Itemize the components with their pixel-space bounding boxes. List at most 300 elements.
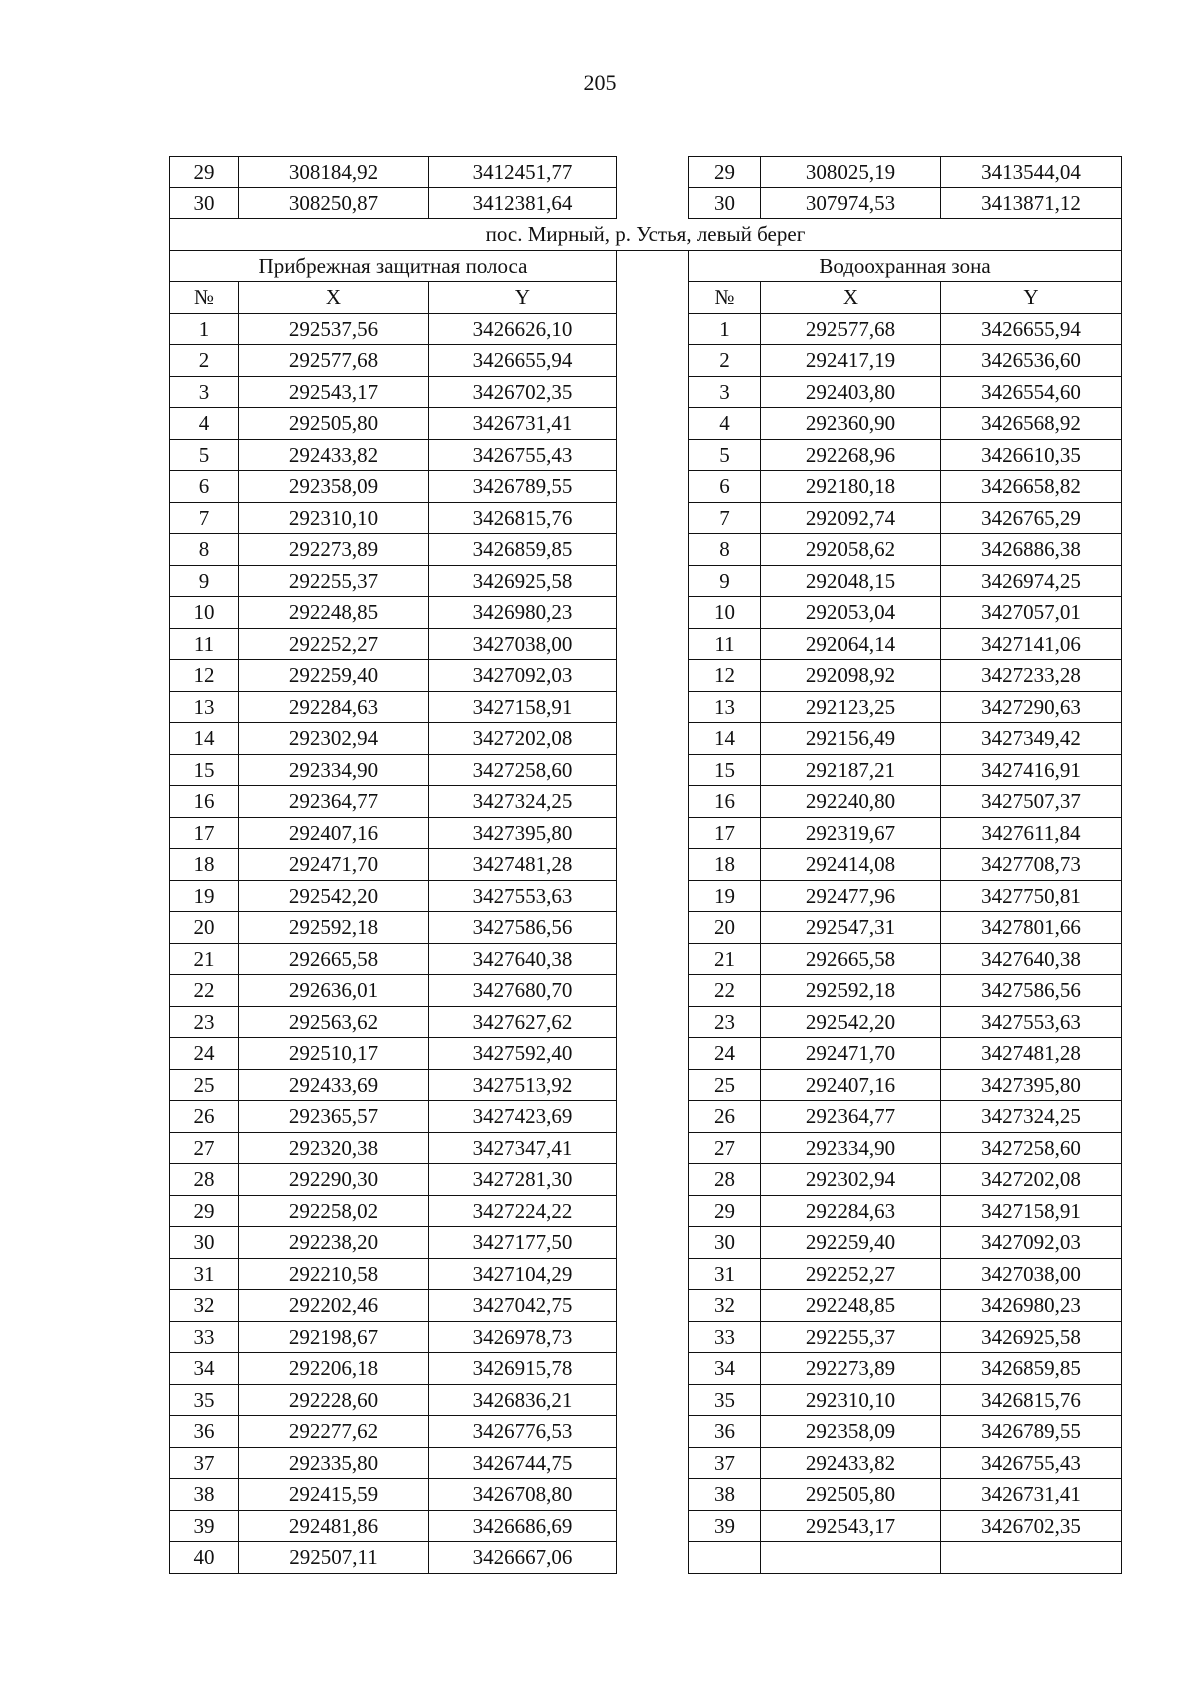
y-coordinate-cell: 3427092,03 — [429, 660, 617, 692]
point-number-cell: 9 — [169, 566, 239, 598]
point-number-cell: 12 — [169, 660, 239, 692]
section-title: пос. Мирный, р. Устья, левый берег — [169, 219, 1122, 251]
point-number-cell — [688, 1542, 761, 1574]
point-number-cell: 10 — [169, 597, 239, 629]
x-coordinate-cell: 292417,19 — [761, 345, 941, 377]
point-number-cell: 27 — [169, 1133, 239, 1165]
y-coordinate-cell: 3427177,50 — [429, 1227, 617, 1259]
x-coordinate-cell: 292365,57 — [239, 1101, 429, 1133]
point-number-cell: 15 — [688, 755, 761, 787]
table-row — [169, 1448, 1122, 1480]
y-coordinate-cell: 3426626,10 — [429, 314, 617, 346]
x-coordinate-cell: 292228,60 — [239, 1385, 429, 1417]
x-coordinate-cell: 292319,67 — [761, 818, 941, 850]
x-coordinate-cell: 292364,77 — [761, 1101, 941, 1133]
x-coordinate-cell: 292543,17 — [239, 377, 429, 409]
point-number-cell: 31 — [688, 1259, 761, 1291]
point-number-cell: 25 — [169, 1070, 239, 1102]
table-row — [169, 1353, 1122, 1385]
table-row — [169, 408, 1122, 440]
x-coordinate-cell: 292358,09 — [761, 1416, 941, 1448]
x-coordinate-cell: 292471,70 — [239, 849, 429, 881]
y-coordinate-cell: 3427281,30 — [429, 1164, 617, 1196]
point-number-cell: 26 — [169, 1101, 239, 1133]
point-number-cell: 37 — [688, 1448, 761, 1480]
column-header: Y — [429, 282, 617, 314]
point-number-cell: 28 — [688, 1164, 761, 1196]
point-number-cell: 19 — [169, 881, 239, 913]
y-coordinate-cell: 3426554,60 — [941, 377, 1122, 409]
table-row — [169, 755, 1122, 787]
x-coordinate-cell: 308250,87 — [239, 188, 429, 220]
y-coordinate-cell: 3426836,21 — [429, 1385, 617, 1417]
x-coordinate-cell — [761, 1542, 941, 1574]
x-coordinate-cell: 292259,40 — [761, 1227, 941, 1259]
table-row — [169, 597, 1122, 629]
y-coordinate-cell: 3426776,53 — [429, 1416, 617, 1448]
column-header: № — [169, 282, 239, 314]
y-coordinate-cell: 3426859,85 — [429, 534, 617, 566]
x-coordinate-cell: 292537,56 — [239, 314, 429, 346]
column-header: X — [239, 282, 429, 314]
table-row — [169, 282, 1122, 314]
x-coordinate-cell: 307974,53 — [761, 188, 941, 220]
point-number-cell: 16 — [169, 786, 239, 818]
y-coordinate-cell: 3427507,37 — [941, 786, 1122, 818]
y-coordinate-cell: 3426744,75 — [429, 1448, 617, 1480]
x-coordinate-cell: 292414,08 — [761, 849, 941, 881]
y-coordinate-cell: 3427104,29 — [429, 1259, 617, 1291]
point-number-cell: 14 — [688, 723, 761, 755]
table-row — [169, 818, 1122, 850]
x-coordinate-cell: 308184,92 — [239, 156, 429, 188]
point-number-cell: 8 — [688, 534, 761, 566]
table-row — [169, 1196, 1122, 1228]
x-coordinate-cell: 292403,80 — [761, 377, 941, 409]
table-row — [169, 1511, 1122, 1543]
table-row — [169, 471, 1122, 503]
y-coordinate-cell: 3427395,80 — [429, 818, 617, 850]
y-coordinate-cell: 3426702,35 — [429, 377, 617, 409]
y-coordinate-cell: 3413871,12 — [941, 188, 1122, 220]
x-coordinate-cell: 292240,80 — [761, 786, 941, 818]
x-coordinate-cell: 292577,68 — [239, 345, 429, 377]
x-coordinate-cell: 292258,02 — [239, 1196, 429, 1228]
point-number-cell: 3 — [169, 377, 239, 409]
table-row — [169, 944, 1122, 976]
point-number-cell: 30 — [169, 188, 239, 220]
x-coordinate-cell: 292665,58 — [761, 944, 941, 976]
coordinate-tables — [169, 156, 1122, 1574]
table-row — [169, 345, 1122, 377]
y-coordinate-cell: 3427038,00 — [941, 1259, 1122, 1291]
table-row — [169, 1070, 1122, 1102]
point-number-cell: 5 — [688, 440, 761, 472]
point-number-cell: 9 — [688, 566, 761, 598]
point-number-cell: 1 — [169, 314, 239, 346]
x-coordinate-cell: 292255,37 — [239, 566, 429, 598]
left-table-title: Прибрежная защитная полоса — [169, 251, 617, 283]
table-row — [169, 440, 1122, 472]
x-coordinate-cell: 292210,58 — [239, 1259, 429, 1291]
y-coordinate-cell — [941, 1542, 1122, 1574]
y-coordinate-cell: 3427586,56 — [429, 912, 617, 944]
point-number-cell: 11 — [688, 629, 761, 661]
y-coordinate-cell: 3426655,94 — [429, 345, 617, 377]
y-coordinate-cell: 3427395,80 — [941, 1070, 1122, 1102]
point-number-cell: 6 — [169, 471, 239, 503]
point-number-cell: 29 — [169, 1196, 239, 1228]
x-coordinate-cell: 292284,63 — [761, 1196, 941, 1228]
y-coordinate-cell: 3426815,76 — [941, 1385, 1122, 1417]
table-row — [169, 251, 1122, 283]
table-row — [169, 1259, 1122, 1291]
y-coordinate-cell: 3427038,00 — [429, 629, 617, 661]
y-coordinate-cell: 3426978,73 — [429, 1322, 617, 1354]
y-coordinate-cell: 3426686,69 — [429, 1511, 617, 1543]
point-number-cell: 14 — [169, 723, 239, 755]
y-coordinate-cell: 3426755,43 — [429, 440, 617, 472]
point-number-cell: 29 — [688, 1196, 761, 1228]
y-coordinate-cell: 3427611,84 — [941, 818, 1122, 850]
x-coordinate-cell: 292252,27 — [761, 1259, 941, 1291]
x-coordinate-cell: 292277,62 — [239, 1416, 429, 1448]
x-coordinate-cell: 292206,18 — [239, 1353, 429, 1385]
y-coordinate-cell: 3413544,04 — [941, 156, 1122, 188]
point-number-cell: 26 — [688, 1101, 761, 1133]
column-header: X — [761, 282, 941, 314]
x-coordinate-cell: 292255,37 — [761, 1322, 941, 1354]
point-number-cell: 7 — [169, 503, 239, 535]
point-number-cell: 17 — [688, 818, 761, 850]
column-header: Y — [941, 282, 1122, 314]
point-number-cell: 31 — [169, 1259, 239, 1291]
point-number-cell: 22 — [688, 975, 761, 1007]
x-coordinate-cell: 292064,14 — [761, 629, 941, 661]
y-coordinate-cell: 3427057,01 — [941, 597, 1122, 629]
y-coordinate-cell: 3426925,58 — [941, 1322, 1122, 1354]
x-coordinate-cell: 292290,30 — [239, 1164, 429, 1196]
table-row — [169, 975, 1122, 1007]
x-coordinate-cell: 292092,74 — [761, 503, 941, 535]
point-number-cell: 24 — [169, 1038, 239, 1070]
table-row — [169, 881, 1122, 913]
x-coordinate-cell: 292048,15 — [761, 566, 941, 598]
x-coordinate-cell: 292335,80 — [239, 1448, 429, 1480]
point-number-cell: 34 — [169, 1353, 239, 1385]
column-header: № — [688, 282, 761, 314]
y-coordinate-cell: 3426658,82 — [941, 471, 1122, 503]
point-number-cell: 7 — [688, 503, 761, 535]
x-coordinate-cell: 292273,89 — [239, 534, 429, 566]
x-coordinate-cell: 292364,77 — [239, 786, 429, 818]
x-coordinate-cell: 292577,68 — [761, 314, 941, 346]
x-coordinate-cell: 292471,70 — [761, 1038, 941, 1070]
point-number-cell: 4 — [169, 408, 239, 440]
table-row — [169, 660, 1122, 692]
x-coordinate-cell: 292248,85 — [761, 1290, 941, 1322]
y-coordinate-cell: 3427586,56 — [941, 975, 1122, 1007]
x-coordinate-cell: 292505,80 — [761, 1479, 941, 1511]
point-number-cell: 4 — [688, 408, 761, 440]
y-coordinate-cell: 3427708,73 — [941, 849, 1122, 881]
x-coordinate-cell: 292187,21 — [761, 755, 941, 787]
point-number-cell: 8 — [169, 534, 239, 566]
table-row — [169, 1101, 1122, 1133]
point-number-cell: 23 — [688, 1007, 761, 1039]
x-coordinate-cell: 292259,40 — [239, 660, 429, 692]
y-coordinate-cell: 3426789,55 — [941, 1416, 1122, 1448]
point-number-cell: 2 — [169, 345, 239, 377]
table-row — [169, 219, 1122, 251]
y-coordinate-cell: 3427416,91 — [941, 755, 1122, 787]
x-coordinate-cell: 292252,27 — [239, 629, 429, 661]
point-number-cell: 32 — [169, 1290, 239, 1322]
y-coordinate-cell: 3412451,77 — [429, 156, 617, 188]
x-coordinate-cell: 292433,69 — [239, 1070, 429, 1102]
table-row — [169, 912, 1122, 944]
x-coordinate-cell: 292407,16 — [239, 818, 429, 850]
table-row — [169, 1385, 1122, 1417]
x-coordinate-cell: 292238,20 — [239, 1227, 429, 1259]
x-coordinate-cell: 292433,82 — [761, 1448, 941, 1480]
point-number-cell: 36 — [688, 1416, 761, 1448]
y-coordinate-cell: 3426859,85 — [941, 1353, 1122, 1385]
y-coordinate-cell: 3426765,29 — [941, 503, 1122, 535]
y-coordinate-cell: 3427801,66 — [941, 912, 1122, 944]
x-coordinate-cell: 292320,38 — [239, 1133, 429, 1165]
y-coordinate-cell: 3427627,62 — [429, 1007, 617, 1039]
x-coordinate-cell: 308025,19 — [761, 156, 941, 188]
x-coordinate-cell: 292248,85 — [239, 597, 429, 629]
y-coordinate-cell: 3427092,03 — [941, 1227, 1122, 1259]
x-coordinate-cell: 292636,01 — [239, 975, 429, 1007]
x-coordinate-cell: 292543,17 — [761, 1511, 941, 1543]
x-coordinate-cell: 292156,49 — [761, 723, 941, 755]
point-number-cell: 40 — [169, 1542, 239, 1574]
point-number-cell: 25 — [688, 1070, 761, 1102]
y-coordinate-cell: 3427224,22 — [429, 1196, 617, 1228]
x-coordinate-cell: 292302,94 — [239, 723, 429, 755]
point-number-cell: 35 — [688, 1385, 761, 1417]
point-number-cell: 21 — [688, 944, 761, 976]
y-coordinate-cell: 3427324,25 — [941, 1101, 1122, 1133]
y-coordinate-cell: 3427423,69 — [429, 1101, 617, 1133]
y-coordinate-cell: 3427553,63 — [941, 1007, 1122, 1039]
point-number-cell: 24 — [688, 1038, 761, 1070]
x-coordinate-cell: 292268,96 — [761, 440, 941, 472]
y-coordinate-cell: 3426974,25 — [941, 566, 1122, 598]
y-coordinate-cell: 3427202,08 — [941, 1164, 1122, 1196]
point-number-cell: 36 — [169, 1416, 239, 1448]
point-number-cell: 22 — [169, 975, 239, 1007]
point-number-cell: 39 — [169, 1511, 239, 1543]
x-coordinate-cell: 292592,18 — [239, 912, 429, 944]
table-row — [169, 1542, 1122, 1574]
y-coordinate-cell: 3427750,81 — [941, 881, 1122, 913]
point-number-cell: 16 — [688, 786, 761, 818]
point-number-cell: 12 — [688, 660, 761, 692]
x-coordinate-cell: 292202,46 — [239, 1290, 429, 1322]
table-row — [169, 1133, 1122, 1165]
x-coordinate-cell: 292098,92 — [761, 660, 941, 692]
y-coordinate-cell: 3427513,92 — [429, 1070, 617, 1102]
point-number-cell: 35 — [169, 1385, 239, 1417]
table-row — [169, 1164, 1122, 1196]
table-row — [169, 1416, 1122, 1448]
point-number-cell: 13 — [688, 692, 761, 724]
point-number-cell: 30 — [169, 1227, 239, 1259]
y-coordinate-cell: 3427141,06 — [941, 629, 1122, 661]
point-number-cell: 3 — [688, 377, 761, 409]
table-row — [169, 786, 1122, 818]
x-coordinate-cell: 292273,89 — [761, 1353, 941, 1385]
x-coordinate-cell: 292505,80 — [239, 408, 429, 440]
x-coordinate-cell: 292360,90 — [761, 408, 941, 440]
y-coordinate-cell: 3426667,06 — [429, 1542, 617, 1574]
y-coordinate-cell: 3427553,63 — [429, 881, 617, 913]
point-number-cell: 38 — [688, 1479, 761, 1511]
x-coordinate-cell: 292547,31 — [761, 912, 941, 944]
y-coordinate-cell: 3427202,08 — [429, 723, 617, 755]
point-number-cell: 23 — [169, 1007, 239, 1039]
x-coordinate-cell: 292310,10 — [239, 503, 429, 535]
y-coordinate-cell: 3427640,38 — [429, 944, 617, 976]
point-number-cell: 21 — [169, 944, 239, 976]
point-number-cell: 11 — [169, 629, 239, 661]
point-number-cell: 18 — [688, 849, 761, 881]
y-coordinate-cell: 3426980,23 — [429, 597, 617, 629]
table-row — [169, 156, 1122, 188]
y-coordinate-cell: 3426536,60 — [941, 345, 1122, 377]
y-coordinate-cell: 3427233,28 — [941, 660, 1122, 692]
y-coordinate-cell: 3427258,60 — [429, 755, 617, 787]
y-coordinate-cell: 3426925,58 — [429, 566, 617, 598]
point-number-cell: 5 — [169, 440, 239, 472]
table-row — [169, 534, 1122, 566]
table-row — [169, 1290, 1122, 1322]
point-number-cell: 32 — [688, 1290, 761, 1322]
y-coordinate-cell: 3427158,91 — [429, 692, 617, 724]
y-coordinate-cell: 3427592,40 — [429, 1038, 617, 1070]
point-number-cell: 29 — [688, 156, 761, 188]
point-number-cell: 29 — [169, 156, 239, 188]
table-row — [169, 1007, 1122, 1039]
point-number-cell: 2 — [688, 345, 761, 377]
point-number-cell: 13 — [169, 692, 239, 724]
y-coordinate-cell: 3426815,76 — [429, 503, 617, 535]
table-row — [169, 377, 1122, 409]
point-number-cell: 34 — [688, 1353, 761, 1385]
point-number-cell: 28 — [169, 1164, 239, 1196]
y-coordinate-cell: 3426702,35 — [941, 1511, 1122, 1543]
x-coordinate-cell: 292477,96 — [761, 881, 941, 913]
point-number-cell: 20 — [169, 912, 239, 944]
x-coordinate-cell: 292358,09 — [239, 471, 429, 503]
point-number-cell: 19 — [688, 881, 761, 913]
x-coordinate-cell: 292302,94 — [761, 1164, 941, 1196]
right-table-title: Водоохранная зона — [688, 251, 1122, 283]
y-coordinate-cell: 3427158,91 — [941, 1196, 1122, 1228]
table-row — [169, 723, 1122, 755]
y-coordinate-cell: 3412381,64 — [429, 188, 617, 220]
x-coordinate-cell: 292284,63 — [239, 692, 429, 724]
point-number-cell: 27 — [688, 1133, 761, 1165]
y-coordinate-cell: 3426731,41 — [941, 1479, 1122, 1511]
point-number-cell: 30 — [688, 1227, 761, 1259]
y-coordinate-cell: 3426980,23 — [941, 1290, 1122, 1322]
x-coordinate-cell: 292334,90 — [239, 755, 429, 787]
point-number-cell: 10 — [688, 597, 761, 629]
point-number-cell: 1 — [688, 314, 761, 346]
y-coordinate-cell: 3426610,35 — [941, 440, 1122, 472]
table-row — [169, 1227, 1122, 1259]
table-row — [169, 692, 1122, 724]
x-coordinate-cell: 292310,10 — [761, 1385, 941, 1417]
point-number-cell: 39 — [688, 1511, 761, 1543]
x-coordinate-cell: 292481,86 — [239, 1511, 429, 1543]
x-coordinate-cell: 292542,20 — [761, 1007, 941, 1039]
x-coordinate-cell: 292510,17 — [239, 1038, 429, 1070]
y-coordinate-cell: 3427640,38 — [941, 944, 1122, 976]
table-row — [169, 849, 1122, 881]
point-number-cell: 38 — [169, 1479, 239, 1511]
y-coordinate-cell: 3426789,55 — [429, 471, 617, 503]
y-coordinate-cell: 3426655,94 — [941, 314, 1122, 346]
y-coordinate-cell: 3426568,92 — [941, 408, 1122, 440]
y-coordinate-cell: 3427258,60 — [941, 1133, 1122, 1165]
x-coordinate-cell: 292058,62 — [761, 534, 941, 566]
y-coordinate-cell: 3426915,78 — [429, 1353, 617, 1385]
x-coordinate-cell: 292334,90 — [761, 1133, 941, 1165]
point-number-cell: 30 — [688, 188, 761, 220]
x-coordinate-cell: 292542,20 — [239, 881, 429, 913]
x-coordinate-cell: 292665,58 — [239, 944, 429, 976]
y-coordinate-cell: 3426755,43 — [941, 1448, 1122, 1480]
x-coordinate-cell: 292433,82 — [239, 440, 429, 472]
table-row — [169, 503, 1122, 535]
y-coordinate-cell: 3427324,25 — [429, 786, 617, 818]
y-coordinate-cell: 3426708,80 — [429, 1479, 617, 1511]
x-coordinate-cell: 292198,67 — [239, 1322, 429, 1354]
y-coordinate-cell: 3427290,63 — [941, 692, 1122, 724]
x-coordinate-cell: 292507,11 — [239, 1542, 429, 1574]
table-row — [169, 629, 1122, 661]
y-coordinate-cell: 3426731,41 — [429, 408, 617, 440]
point-number-cell: 33 — [688, 1322, 761, 1354]
point-number-cell: 37 — [169, 1448, 239, 1480]
point-number-cell: 18 — [169, 849, 239, 881]
table-row — [169, 1038, 1122, 1070]
x-coordinate-cell: 292563,62 — [239, 1007, 429, 1039]
point-number-cell: 6 — [688, 471, 761, 503]
x-coordinate-cell: 292592,18 — [761, 975, 941, 1007]
x-coordinate-cell: 292053,04 — [761, 597, 941, 629]
point-number-cell: 17 — [169, 818, 239, 850]
y-coordinate-cell: 3426886,38 — [941, 534, 1122, 566]
point-number-cell: 15 — [169, 755, 239, 787]
x-coordinate-cell: 292407,16 — [761, 1070, 941, 1102]
x-coordinate-cell: 292123,25 — [761, 692, 941, 724]
y-coordinate-cell: 3427680,70 — [429, 975, 617, 1007]
table-row — [169, 314, 1122, 346]
y-coordinate-cell: 3427349,42 — [941, 723, 1122, 755]
y-coordinate-cell: 3427042,75 — [429, 1290, 617, 1322]
table-row — [169, 1479, 1122, 1511]
y-coordinate-cell: 3427347,41 — [429, 1133, 617, 1165]
table-row — [169, 566, 1122, 598]
point-number-cell: 20 — [688, 912, 761, 944]
